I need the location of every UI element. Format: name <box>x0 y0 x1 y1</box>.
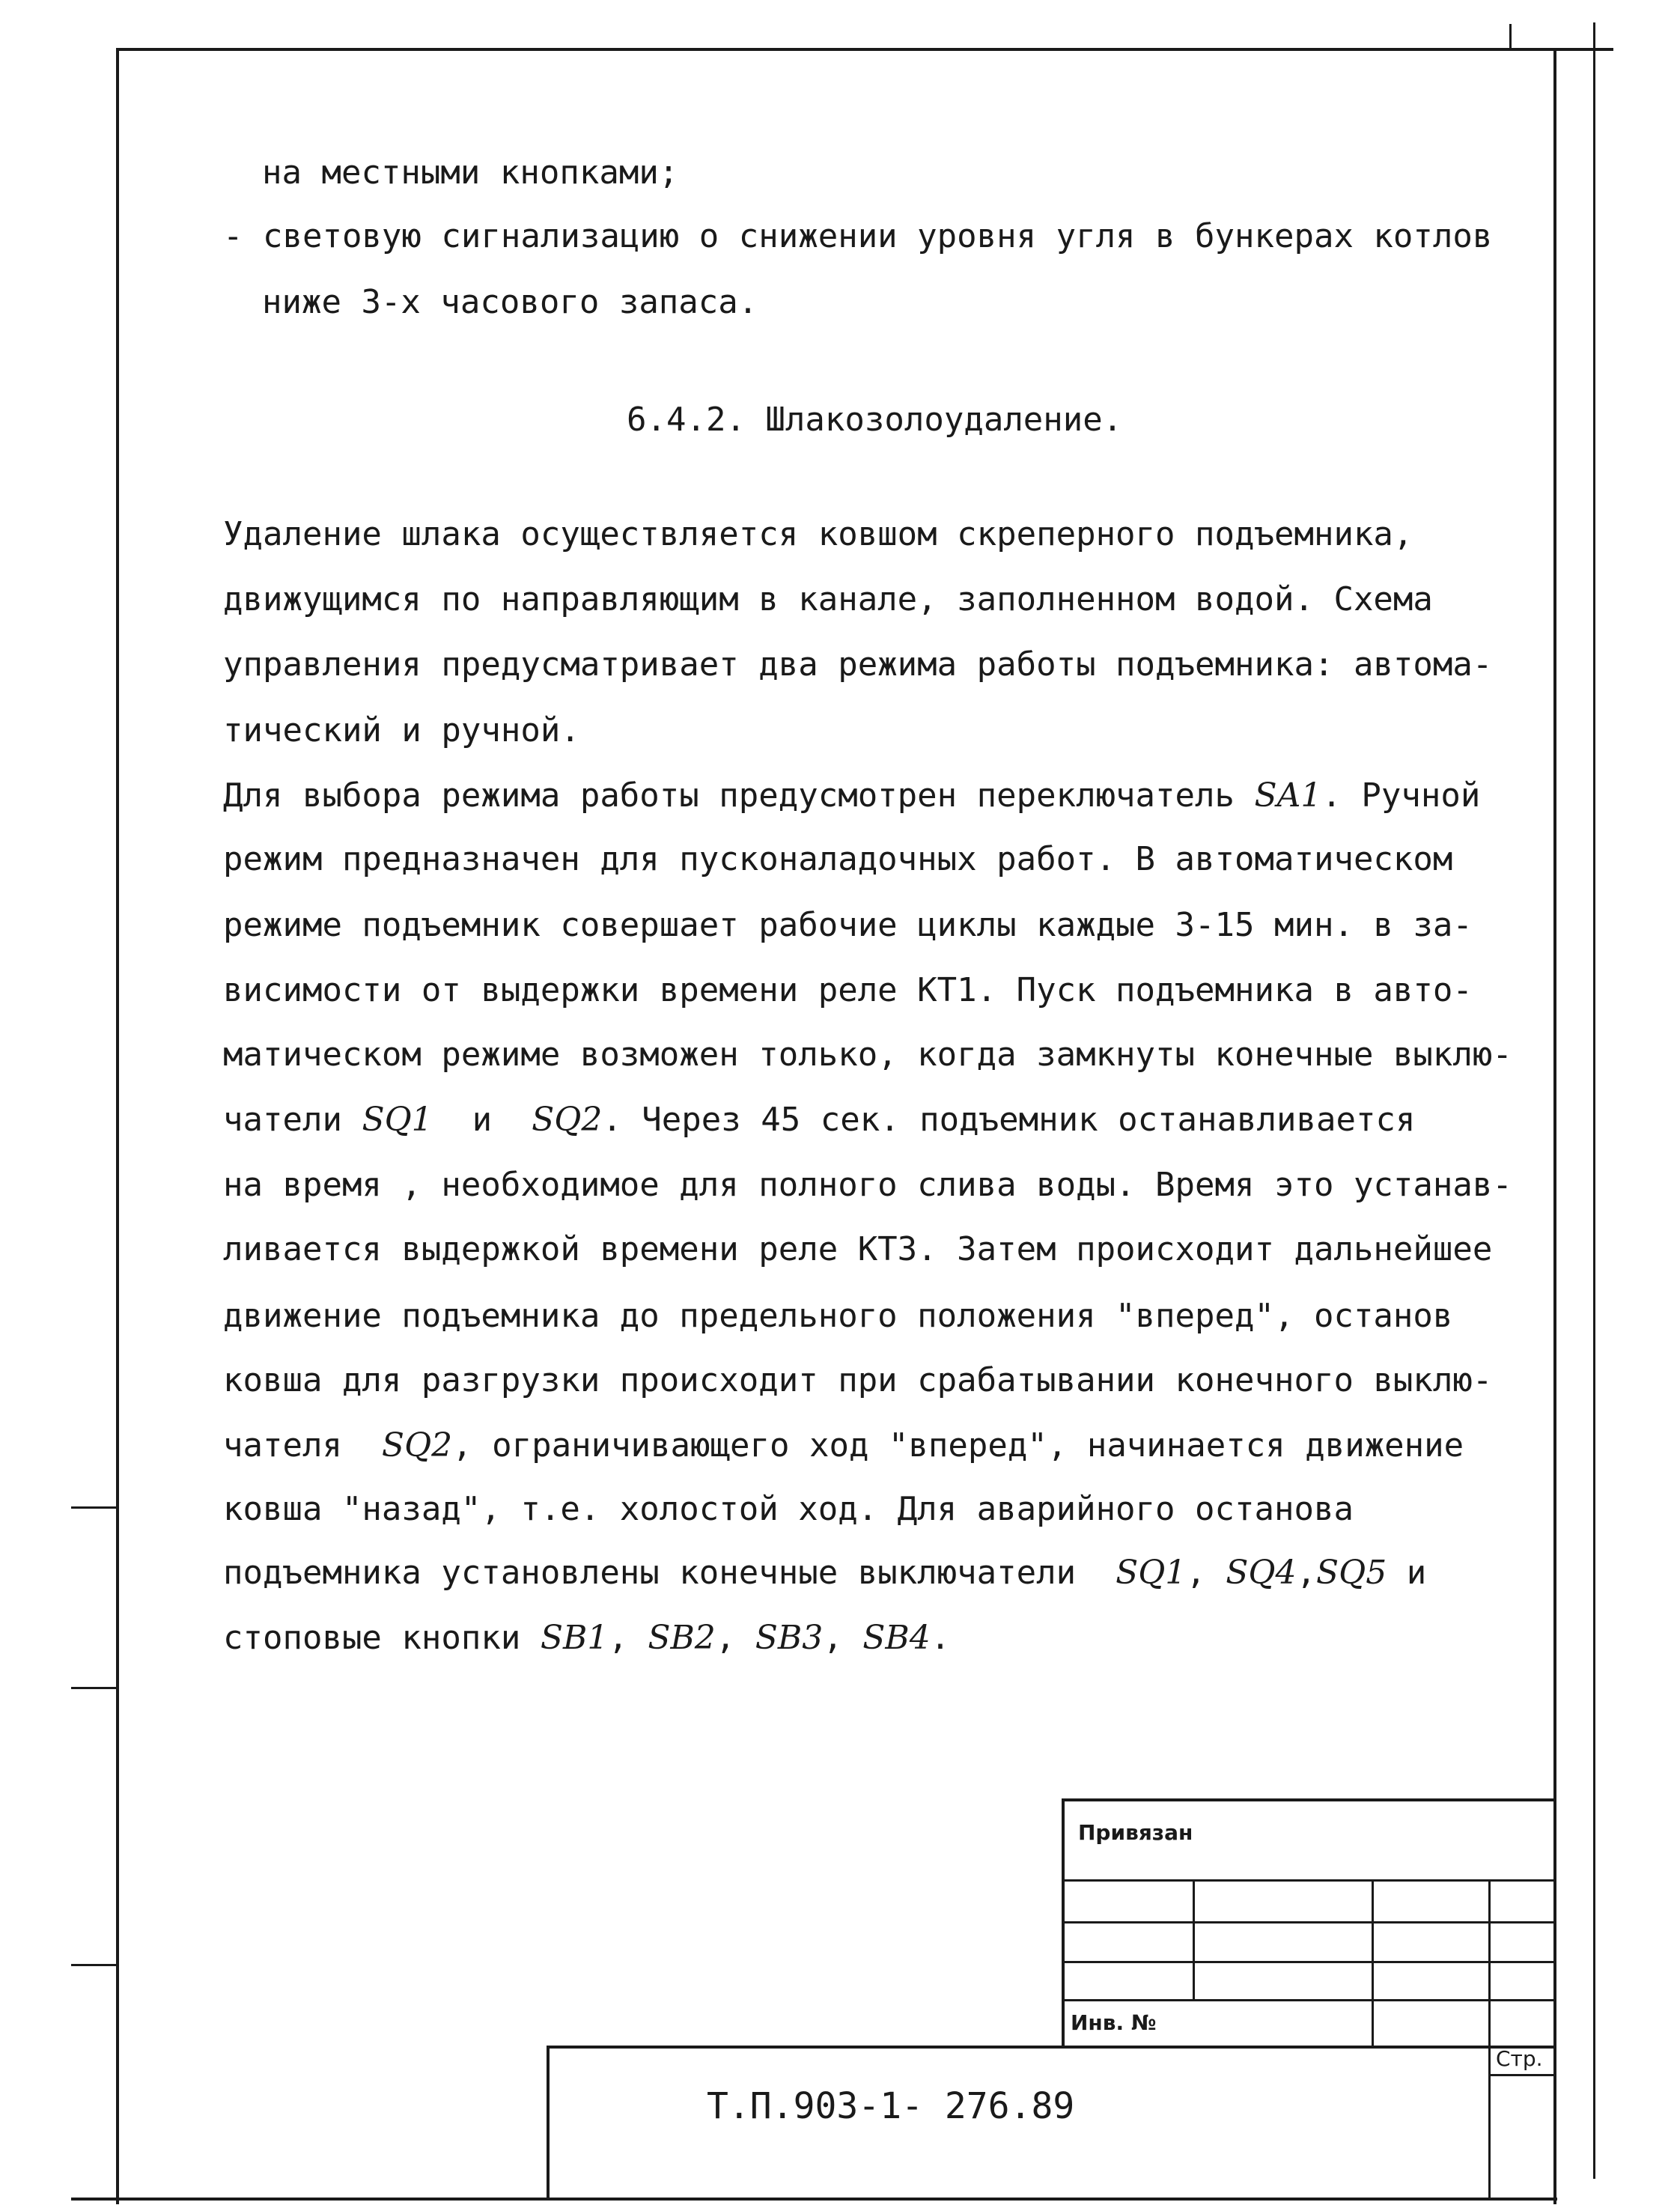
text-line: движение подъемника до предельного положения "вперед", останов <box>223 1297 1453 1335</box>
stamp-inv-label: Инв. № <box>1071 2010 1157 2035</box>
text-segment: , <box>715 1619 755 1657</box>
text-line: висимости от выдержки времени реле КТ1. Пуск подъемника в авто- <box>223 971 1473 1009</box>
text-segment: подъемника установлены конечные выключатели <box>223 1554 1116 1592</box>
text-line <box>223 1554 1426 1593</box>
text-segment: чатели <box>223 1101 362 1139</box>
text-line: режиме подъемник совершает рабочие циклы каждые 3-15 мин. в за- <box>223 906 1473 944</box>
text-line: управления предусматривает два режима работы подъемника: автома- <box>223 645 1493 684</box>
text-segment: , <box>1186 1554 1226 1592</box>
text-line: - световую сигнализацию о снижении уровня угля в бункерах котлов <box>223 217 1493 255</box>
stamp-attached-label: Привязан <box>1078 1820 1193 1845</box>
device-code: SB2 <box>648 1619 716 1657</box>
docblock-page-row <box>1488 2074 1556 2076</box>
stamp-col-line <box>1488 1879 1491 2046</box>
text-segment: , <box>608 1619 648 1657</box>
stamp-row-line <box>1062 1961 1556 1963</box>
text-segment: , ограничивающего ход "вперед", начинается движение <box>452 1426 1464 1465</box>
text-line: ниже 3-х часового запаса. <box>262 283 758 321</box>
text-line: матическом режиме возможен только, когда замкнуты конечные выклю- <box>223 1035 1512 1074</box>
stamp-row-line <box>1062 1879 1556 1882</box>
stamp-top-line <box>1062 1798 1556 1801</box>
device-code: SQ1 <box>362 1101 433 1139</box>
margin-tick-1 <box>71 1506 118 1509</box>
text-segment: . Через 45 сек. подъемник останавливается <box>602 1101 1416 1139</box>
docblock-page-col <box>1488 2046 1491 2199</box>
device-code: SQ4 <box>1226 1554 1297 1592</box>
section-heading: 6.4.2. Шлакозолоудаление. <box>627 401 1123 439</box>
device-code: SQ5 <box>1315 1554 1387 1592</box>
device-code: SB1 <box>540 1619 609 1657</box>
text-line <box>223 1101 1415 1140</box>
text-segment: чателя <box>223 1426 382 1465</box>
text-line: на время , необходимое для полного слива воды. Время это устанав- <box>223 1166 1512 1204</box>
frame-bottom-line <box>71 2198 1557 2201</box>
text-line: на местными кнопками; <box>262 153 679 192</box>
text-line <box>223 776 1480 815</box>
docblock-top-line <box>547 2046 1556 2049</box>
frame-left-line <box>116 48 119 2204</box>
text-segment: . <box>930 1619 951 1657</box>
text-segment: и <box>432 1101 532 1139</box>
text-line: тический и ручной. <box>223 711 580 749</box>
text-segment: , <box>823 1619 863 1657</box>
frame-top-line <box>116 48 1613 51</box>
stamp-row-line <box>1062 1999 1556 2001</box>
text-segment: стоповые кнопки <box>223 1619 541 1657</box>
device-code: SB3 <box>755 1619 824 1657</box>
text-segment: , <box>1296 1554 1316 1592</box>
stamp-row-line <box>1062 1921 1556 1923</box>
margin-tick-3 <box>71 1964 118 1966</box>
device-code: SQ2 <box>381 1426 453 1465</box>
device-code: SA1 <box>1254 776 1322 815</box>
text-segment: и <box>1387 1554 1427 1592</box>
device-code: SQ2 <box>532 1101 603 1139</box>
page-label: Стр. <box>1496 2046 1543 2071</box>
device-code: SB4 <box>862 1619 931 1657</box>
document-code: Т.П.903-1- 276.89 <box>707 2085 1075 2127</box>
docblock-left-line <box>547 2046 550 2199</box>
text-line <box>223 1619 950 1658</box>
text-line: режим предназначен для пусконаладочных работ. В автоматическом <box>223 840 1453 878</box>
text-line: ливается выдержкой времени реле КТ3. Затем происходит дальнейшее <box>223 1230 1493 1268</box>
frame-right-outer-line <box>1593 22 1595 2179</box>
margin-tick-2 <box>71 1687 118 1689</box>
device-code: SQ1 <box>1116 1554 1187 1592</box>
text-line: ковша для разгрузки происходит при срабатывании конечного выклю- <box>223 1361 1493 1399</box>
stamp-col-line <box>1372 1879 1374 2046</box>
text-line: Удаление шлака осуществляется ковшом скреперного подъемника, <box>223 515 1413 553</box>
text-line: ковша "назад", т.е. холостой ход. Для аварийного останова <box>223 1490 1354 1528</box>
text-line <box>223 1426 1464 1465</box>
text-line: движущимся по направляющим в канале, заполненном водой. Схема <box>223 580 1433 618</box>
frame-top-tick <box>1509 24 1512 51</box>
text-segment: Для выбора режима работы предусмотрен переключатель <box>223 776 1255 815</box>
stamp-col-line <box>1193 1879 1195 1999</box>
text-segment: . Ручной <box>1321 776 1481 815</box>
